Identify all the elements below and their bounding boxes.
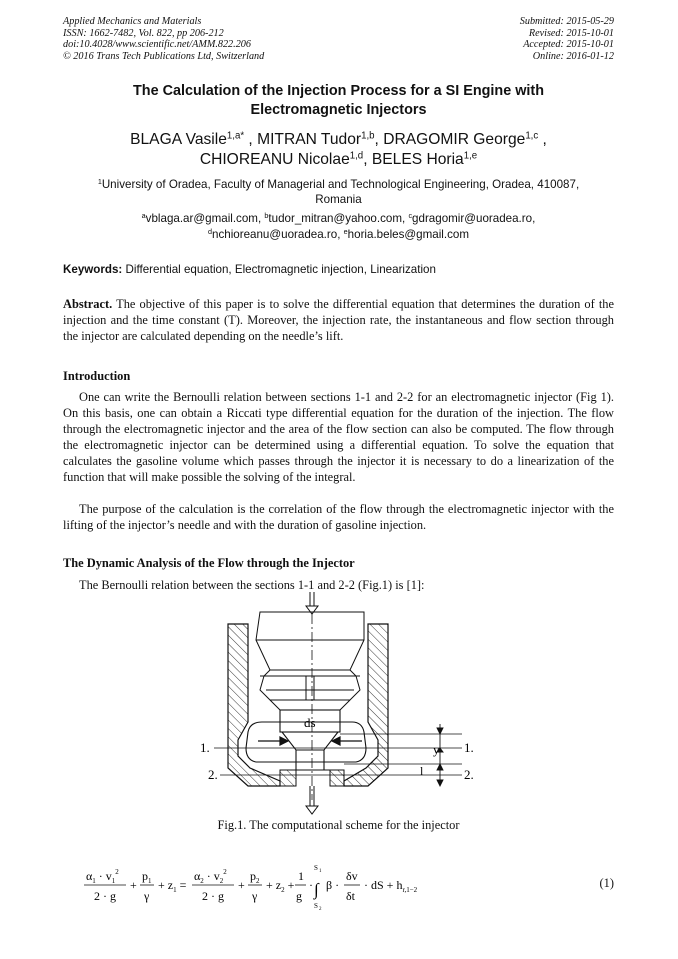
svg-text:β ·: β · [326, 878, 340, 892]
svg-text:·: · [309, 878, 313, 892]
svg-text:+ z2 +: + $z_2$ + [266, 878, 295, 894]
author-name: BELES Horia [371, 151, 464, 168]
email-superscript: d [208, 227, 212, 237]
svg-text:+ z1 =: + $z_1$ = [158, 878, 187, 894]
keywords [63, 262, 614, 277]
svg-text:g: g [296, 889, 302, 903]
email-address[interactable]: tudor_mitran@yahoo.com [268, 212, 402, 225]
email-list: $^a$vblaga.ar@gmail.com, $^b$tudor_mitran@yahoo.com, $^c$gdragomir@uoradea.ro, $^d$nchioreanu@uoradea.ro, $^e$horia.beles@gmail.com [141, 211, 536, 241]
author-superscript: 1,b [361, 130, 375, 142]
needle-guide [256, 612, 364, 710]
affiliation-line-1: University of Oradea, Faculty of Managerial and Technological Engineering, Oradea, 410087, [101, 178, 580, 191]
figure-caption: Fig.1. The computational scheme for the injector [217, 818, 460, 832]
paragraph-text: One can write the Bernoulli relation between sections 1-1 and 2-2 for an electromagnetic injector (Fig 1). On this basis, one can obtain a Riccati type differential equation for the duration of the injection. The flow through the electromagnetic injector and the area of the flow section can also be computed. The flow through the electromagnetic injector can be determined using a differential equation. To solve the equation that calculates the gasoline volume which passes through the injector it is necessary to do a linearization of the function that will make possible the solving of the integral. [63, 390, 614, 484]
author-name: MITRAN Tudor [257, 131, 362, 148]
email-address[interactable]: horia.beles@gmail.com [347, 228, 469, 241]
svg-text:+: + [238, 878, 245, 892]
journal-info [63, 16, 264, 62]
label-section-2-left: 2. [208, 767, 218, 782]
journal-copyright: © 2016 Trans Tech Publications Ltd, Switzerland [63, 50, 265, 62]
title-line-1: The Calculation of the Injection Process for a SI Engine with [133, 83, 544, 99]
author-superscript: 1,c [525, 130, 539, 142]
flow-arrows [258, 737, 362, 745]
equation-number: (1) [599, 876, 614, 890]
affiliation-line-2: Romania [315, 193, 362, 206]
author-superscript: 1,e [463, 150, 478, 162]
svg-text:α1 · v12: $\alpha_1 \cdot v_1^2$ [86, 868, 119, 885]
submitted-date: Submitted: 2015-05-29 [519, 16, 614, 27]
svg-text:γ: γ [252, 889, 258, 903]
paper-title [63, 82, 614, 120]
nozzle-tip-right [330, 770, 344, 786]
email-superscript: c [408, 211, 413, 221]
author-name: CHIOREANU Nicolae [199, 151, 350, 168]
svg-text:2 · g: 2 · g [94, 889, 116, 903]
author-name: BLAGA Vasile [130, 131, 227, 148]
author-superscript: 1,a* [226, 130, 245, 142]
section-heading-dynamic-analysis: The Dynamic Analysis of the Flow through the Injector [63, 556, 355, 570]
journal-doi: doi:10.4028/www.scientific.net/AMM.822.206 [63, 39, 251, 50]
revised-date: Revised: 2015-10-01 [528, 27, 614, 39]
svg-text:α2 · v22: $\alpha_2 \cdot v_2^2$ [194, 868, 227, 885]
journal-name: Applied Mechanics and Materials [63, 16, 202, 27]
svg-text:γ: γ [144, 889, 150, 903]
keywords-label: Keywords: [63, 263, 123, 276]
paragraph-text: The purpose of the calculation is the correlation of the flow through the electromagnetic injector with the lifting of the injector’s needle and with the duration of gasoline injection. [63, 502, 614, 532]
svg-text:δv: δv [346, 869, 358, 883]
svg-text:1: 1 [298, 869, 304, 883]
email-superscript: e [343, 227, 348, 237]
nozzle-tip-left [280, 770, 296, 786]
section-heading-introduction: Introduction [63, 369, 131, 383]
svg-text:2: 2 [319, 907, 322, 912]
abstract-text: The objective of this paper is to solve the differential equation that determines the duration of the injection and the time constant (T). Moreover, the injection rate, the instantaneous and flow section through the injector are calculated depending on the needle’s lift. [63, 297, 615, 343]
email-address[interactable]: gdragomir@uoradea.ro [412, 212, 533, 225]
label-ds: ds [304, 715, 316, 730]
introduction-paragraph-1 [63, 390, 614, 485]
email-superscript: b [264, 211, 269, 221]
email-superscript: a [141, 211, 146, 221]
author-name: DRAGOMIR George [383, 131, 526, 148]
title-line-2: Electromagnetic Injectors [250, 102, 427, 118]
submission-dates [520, 16, 614, 62]
affiliation [63, 177, 614, 207]
svg-text:p2: $p_2$ [250, 869, 260, 885]
abstract-label: Abstract. [63, 297, 113, 311]
email-address[interactable]: nchioreanu@uoradea.ro [212, 228, 338, 241]
label-section-1-right: 1. [464, 740, 474, 755]
author-list: BLAGA Vasile$^{1,a*}$ , MITRAN Tudor$^{1,b}$, DRAGOMIR George$^{1,c}$ , CHIOREANU Nicolae$^{1,d}$, BELES Horia$^{1,e}$ [130, 130, 547, 168]
label-y: y [433, 742, 440, 757]
author-superscript: 1,d [349, 150, 364, 162]
svg-text:S: S [314, 902, 318, 910]
accepted-date: Accepted: 2015-10-01 [523, 39, 614, 50]
svg-text:· dS + hr,1−2: · dS + $h_{r,1-2}$ [364, 878, 418, 894]
abstract [63, 297, 614, 345]
online-date: Online: 2016-01-12 [532, 50, 614, 62]
keywords-text: Differential equation, Electromagnetic injection, Linearization [125, 263, 436, 276]
bernoulli-equation [84, 858, 624, 914]
label-section-1-left: 1. [200, 740, 210, 755]
inlet-arrow [306, 592, 318, 614]
svg-text:+: + [130, 878, 137, 892]
journal-issn: ISSN: 1662-7482, Vol. 822, pp 206-212 [63, 27, 224, 39]
affiliation-superscript: 1 [97, 177, 102, 187]
svg-text:S: S [314, 864, 318, 872]
introduction-paragraph-2 [63, 502, 614, 534]
label-l: l [420, 764, 424, 778]
injector-scheme-figure [190, 588, 490, 820]
svg-text:2 · g: 2 · g [202, 889, 224, 903]
label-section-2-right: 2. [464, 767, 474, 782]
svg-text:∫: ∫ [314, 880, 319, 899]
paragraph-text: The Bernoulli relation between the sections 1-1 and 2-2 (Fig.1) is [1]: [79, 578, 425, 592]
svg-text:1: 1 [319, 869, 322, 874]
email-address[interactable]: vblaga.ar@gmail.com [145, 212, 258, 225]
svg-text:δt: δt [346, 889, 355, 903]
svg-text:p1: $p_1$ [142, 869, 152, 885]
